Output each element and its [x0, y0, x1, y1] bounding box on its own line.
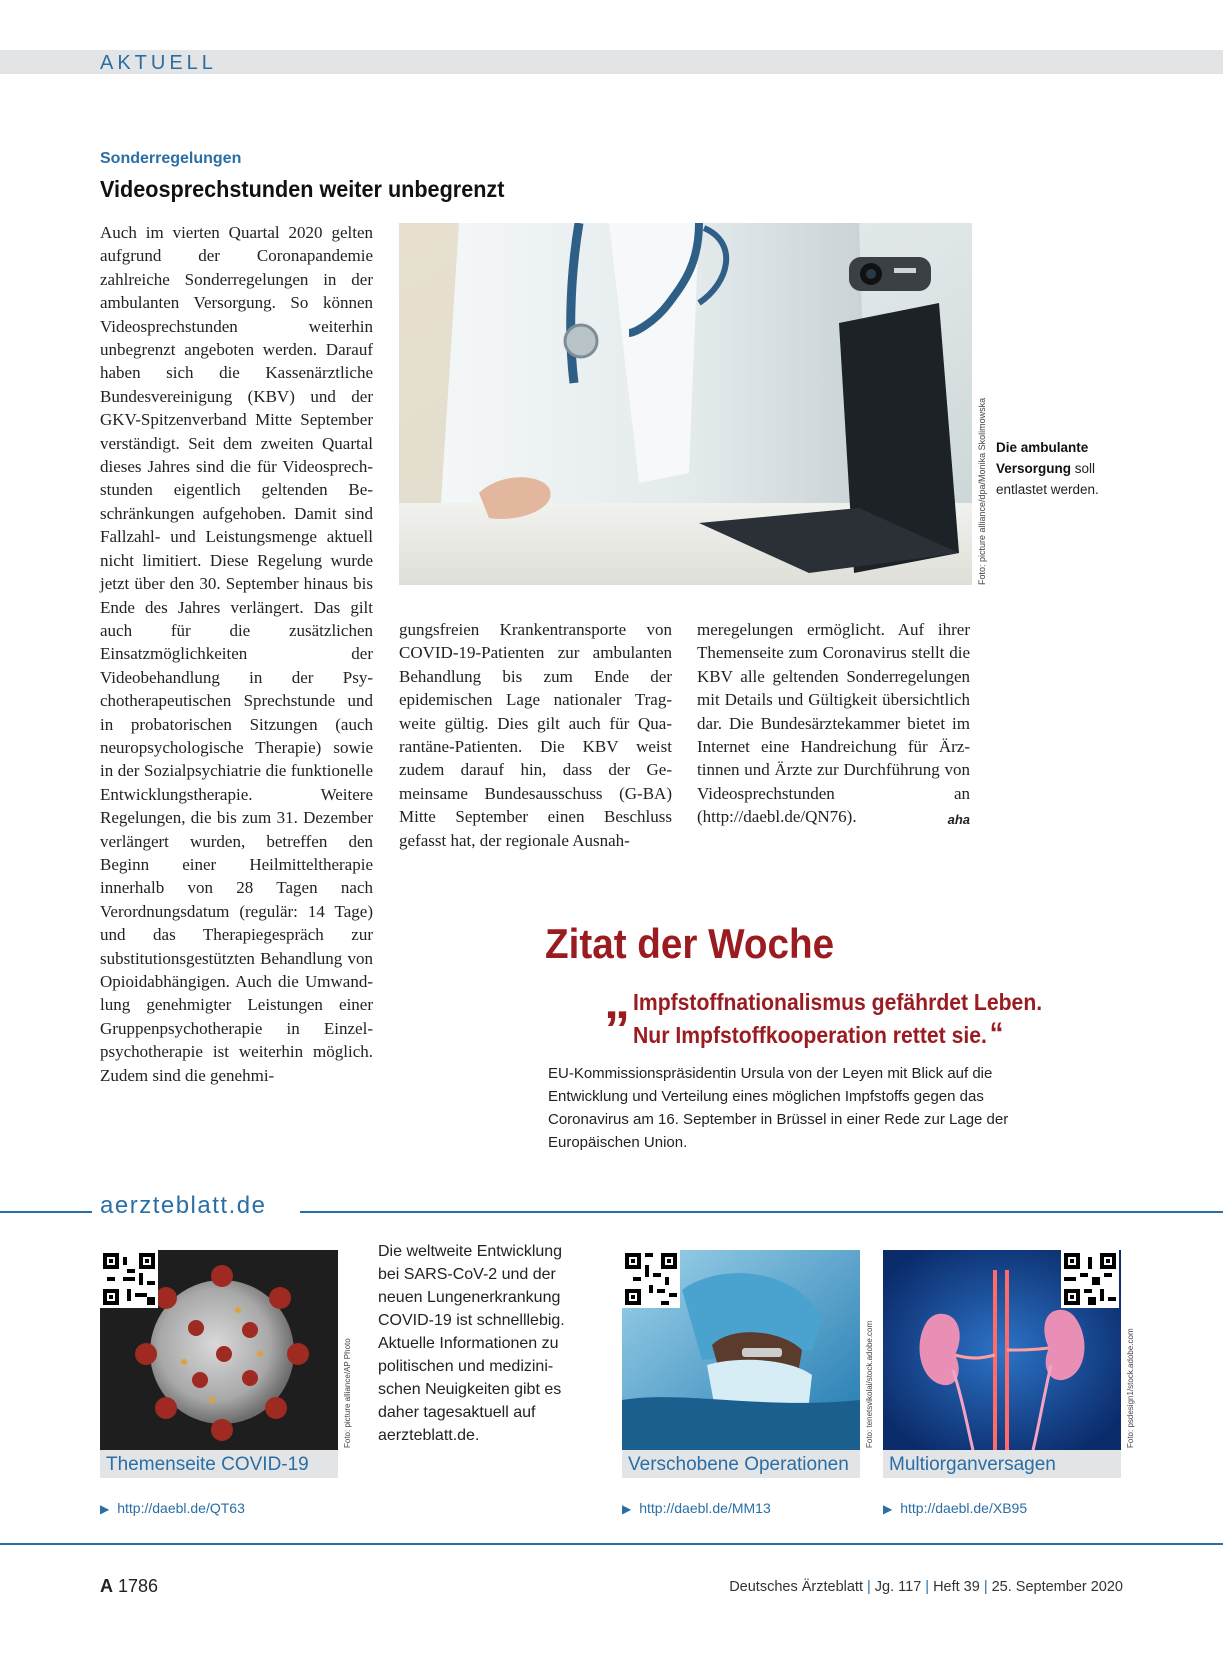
card-link-covid[interactable]: [100, 1500, 245, 1516]
card-link-kidneys[interactable]: [883, 1500, 1027, 1516]
article-column-3: [697, 618, 970, 832]
qr-code-icon[interactable]: [622, 1250, 680, 1308]
photo-caption-bold: Die ambulante Versorgung: [996, 440, 1089, 476]
aerzteblatt-teaser: Die weltweite Entwicklung bei SARS-CoV-2 und der neuen Lungenerkrankung COVID-19 ist schnelllebig. Aktuelle Informationen zu politischen und medizinischen Neuigkeiten gibt es daher tagesaktuell auf aerzteblatt.de.: [378, 1243, 565, 1444]
article-column-2: gungsfreien Krankentransporte von COVID-19-Patienten zur ambulanten Behandlung bis zum Ende der epidemischen Lage nationaler Tragweite gültig. Dies gilt auch für Quarantäne-Patienten. Die KBV weist zudem darauf hin, dass der Gemeinsame Bundesausschuss (G-BA) Mitte September einen Beschluss gefasst hat, der regionale Ausnah-: [399, 620, 672, 850]
quote-attribution: EU-Kommissionspräsidentin Ursula von der Leyen mit Blick auf die Entwicklung und Verteilung eines möglichen Impfstoffs gegen das Coronavirus am 16. September in Brüssel in einer Rede zur Lage der Europäischen Union.: [548, 1065, 1009, 1151]
article-title: Videosprechstunden weiter unbegrenzt: [100, 176, 505, 202]
kidneys-image[interactable]: [883, 1250, 1121, 1450]
quote-text: [633, 987, 1042, 1051]
qr-code-icon[interactable]: [100, 1250, 158, 1308]
article-column-1: Auch im vierten Quartal 2020 gelten aufgrund der Coronapandemie zahlreiche Sonderregelungen in der ambulanten Versorgung. So können Videosprechstunden weiterhin unbegrenzt angeboten werden. Darauf haben sich die Kassenärztliche Bundesvereinigung (KBV) und der GKV-Spitzenverband Mitte September verständigt. Seit dem zweiten Quartal dieses Jahres sind die für Videosprechstunden eigentlich geltenden Beschränkungen aufgehoben. Damit sind Fallzahl- und Leistungsmenge aktuell nicht limitiert. Diese Regelung wurde jetzt über den 30. September hinaus bis Ende des Jahres verlängert. Das gilt auch für die zusätzlichen Einsatzmöglichkeiten der Videobehandlung in der Psychotherapeutischen Sprechstunde und in probatorischen Sitzungen (auch neuropsychologische Therapie) sowie in der Sozialpsychiatrie die funktionelle Entwicklungstherapie. Weitere Regelungen, die bis zum 31. Dezember verlängert wurden, betreffen den Beginn einer Heilmitteltherapie innerhalb von 28 Tagen nach Verordnungsdatum (regulär: 14 Tage) und das Therapiegespräch zur substitutionsgestützten Behandlung von Opioidabhängigen. Auch die Umwandlung genehmigter Leistungen einer Gruppenpsychotherapie in Einzelpsychotherapie ist weiterhin möglich. Zudem sind die genehmi-: [100, 223, 373, 1085]
photo-credit: Foto: picture alliance/dpa/Monika Skolimowska: [977, 397, 987, 585]
surgeon-image[interactable]: [622, 1250, 860, 1450]
journal-volume: Jg. 117: [874, 1579, 922, 1595]
section-rule-left: [0, 1211, 92, 1213]
page-prefix: A: [100, 1576, 113, 1596]
author-initials: aha: [947, 812, 970, 828]
page-number: [100, 1576, 158, 1597]
page-number-value: 1786: [118, 1576, 159, 1596]
journal-name: Deutsches Ärzteblatt: [729, 1579, 863, 1595]
card-credit-operations: Foto: tenetsvikolai/stock.adobe.com: [865, 1320, 874, 1448]
quote-line-1: Impfstoffnationalismus gefährdet Leben.: [633, 989, 1043, 1015]
quote-box-title: Zitat der Woche: [545, 920, 835, 967]
journal-info: Deutsches Ärzteblatt | Jg. 117 | Heft 39 | 25. September 2020: [729, 1579, 1123, 1595]
card-credit-kidneys: Foto: psdesign1/stock.adobe.com: [1126, 1328, 1135, 1448]
section-label: AKTUELL: [100, 52, 217, 74]
card-title-kidneys[interactable]: Multiorganversagen: [883, 1450, 1121, 1478]
photo-caption-text: soll entlastet werden.: [996, 461, 1099, 497]
doctor-laptop-photo: [399, 223, 972, 585]
card-title-covid[interactable]: Themenseite COVID-19: [100, 1450, 338, 1478]
photo-caption: [996, 437, 1116, 500]
article-kicker: Sonderregelungen: [100, 150, 242, 167]
quote-open-mark: „: [604, 972, 630, 1030]
play-arrow-icon: ▶: [622, 1502, 632, 1516]
section-rule-right: [300, 1211, 1223, 1213]
footer-rule: [0, 1543, 1223, 1545]
play-arrow-icon: ▶: [100, 1502, 110, 1516]
quote-close-mark: “: [989, 1017, 1004, 1050]
card-title-operations[interactable]: Verschobene Operationen: [622, 1450, 860, 1478]
card-link-operations-text[interactable]: http://daebl.de/MM13: [639, 1500, 771, 1516]
card-credit-covid: Foto: picture alliance/AP Photo: [343, 1338, 352, 1448]
aerzteblatt-section-label: aerzteblatt.de: [100, 1192, 267, 1219]
journal-date: 25. September 2020: [991, 1579, 1123, 1595]
card-link-kidneys-text[interactable]: http://daebl.de/XB95: [900, 1500, 1028, 1516]
qr-code-icon[interactable]: [1061, 1250, 1119, 1308]
card-link-covid-text[interactable]: http://daebl.de/QT63: [117, 1500, 245, 1516]
quote-line-2: Nur Impfstoffkooperation rettet sie.: [633, 1022, 987, 1048]
covid-virus-image[interactable]: [100, 1250, 338, 1450]
card-link-operations[interactable]: [622, 1500, 771, 1516]
journal-issue: Heft 39: [933, 1579, 980, 1595]
play-arrow-icon: ▶: [883, 1502, 893, 1516]
article-column-3-text: meregelungen ermöglicht. Auf ihrer Themenseite zum Coronavirus stellt die KBV alle geltenden Sonderregelungen mit Details und Gültigkeit übersichtlich dar. Die Bundesärztekammer bietet im Internet eine Handreichung für Ärztinnen und Ärzte zur Durchführung von Videosprechstunden an (http://daebl.de/QN76).: [697, 620, 970, 827]
